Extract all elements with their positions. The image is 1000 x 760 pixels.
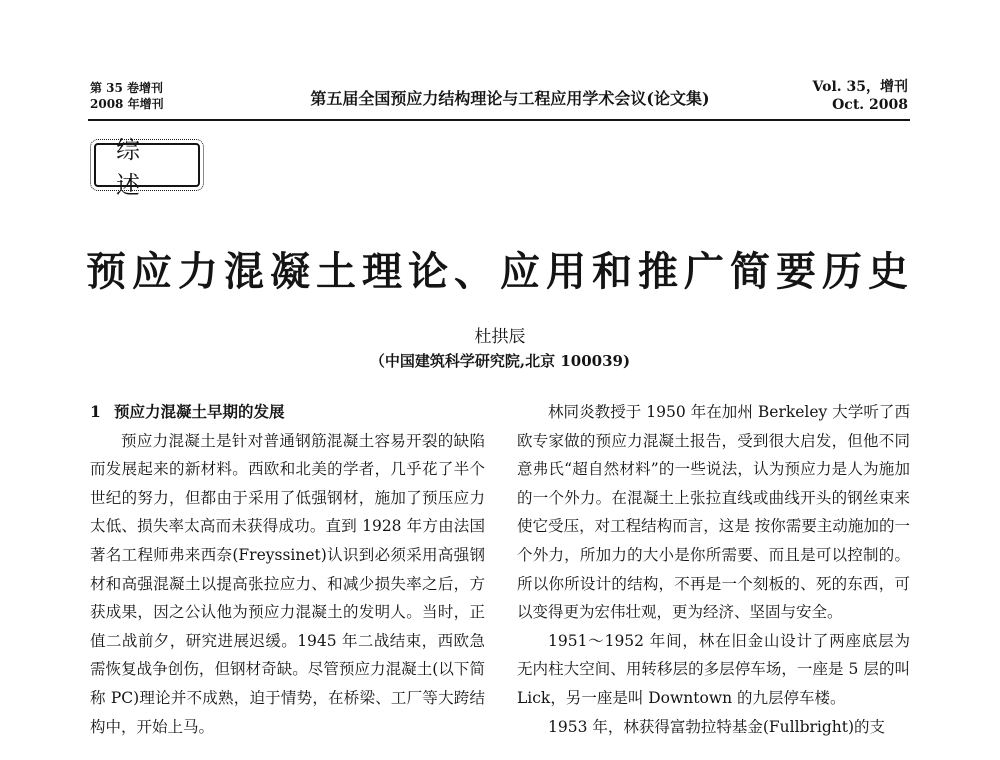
section-title: 预应力混凝土早期的发展 — [114, 402, 285, 421]
section-heading — [90, 398, 485, 427]
journal-volume — [90, 80, 164, 112]
section-paragraph: 预应力混凝土是针对普通钢筋混凝土容易开裂的缺陷而发展起来的新材料。西欧和北美的学者，几乎花了半个世纪的努力，但都由于采用了低强钢材，施加了预压应力太低、损失率太高而未获得成功。直到 1928 年方由法国著名工程师弗来西奈(Freyssinet)认识到必须采用高强钢材和高强混凝土以提高张拉应力、和减少损失率之后，方获成果，因之公认他为预应力混凝土的发明人。当时，正值二战前夕，研究进展迟缓。1945 年二战结束，西欧急需恢复战争创伤，但钢材奇缺。尽管预应力混凝土(以下简称 PC)理论并不成熟，迫于情势，在桥梁、工厂等大跨结构中，开始上马。 — [90, 431, 485, 736]
journal-volume-en — [813, 78, 908, 114]
header-rule — [88, 119, 910, 121]
section-badge: 综述 — [94, 143, 200, 187]
date-line: Oct. 2008 — [832, 97, 908, 113]
conference-title: 第五届全国预应力结构理论与工程应用学术会议(论文集) — [310, 89, 710, 108]
paragraph: 1951～1952 年间，林在旧金山设计了两座底层为无内柱大空间、用转移层的多层停车场，一座是 5 层的叫 Lick，另一座是叫 Downtown 的九层停车楼。 — [517, 631, 910, 707]
affiliation: （中国建筑科学研究院,北京 100039) — [369, 352, 631, 370]
author-name: 杜拱辰 — [474, 327, 526, 347]
paragraph: 1953 年，林获得富勃拉特基金(Fullbright)的支 — [548, 717, 886, 736]
volume-en-line: Vol. 35，增刊 — [812, 79, 908, 95]
year-line: 2008 年增刊 — [90, 97, 164, 111]
paragraph: 林同炎教授于 1950 年在加州 Berkeley 大学听了西欧专家做的预应力混凝土报告，受到很大启发，但他不同意弗氏“超自然材料”的一些说法，认为预应力是人为施加的一个外力。在混凝土上张拉直线或曲线开头的钢丝束来使它受压，对工程结构而言，这是 按你需要主动施加的一个外力，所加力的大小是你所需要、而且是可以控制的。所以你所设计的结构，不再是一个刻板的、死的东西，可以变得更为宏伟壮观，更为经济、坚固与安全。 — [517, 403, 910, 622]
volume-line: 第 35 卷增刊 — [90, 81, 164, 95]
section-number: 1 — [90, 402, 101, 421]
article-title: 预应力混凝土理论、应用和推广简要历史 — [86, 248, 914, 295]
right-column — [517, 398, 910, 741]
left-column — [90, 398, 485, 741]
